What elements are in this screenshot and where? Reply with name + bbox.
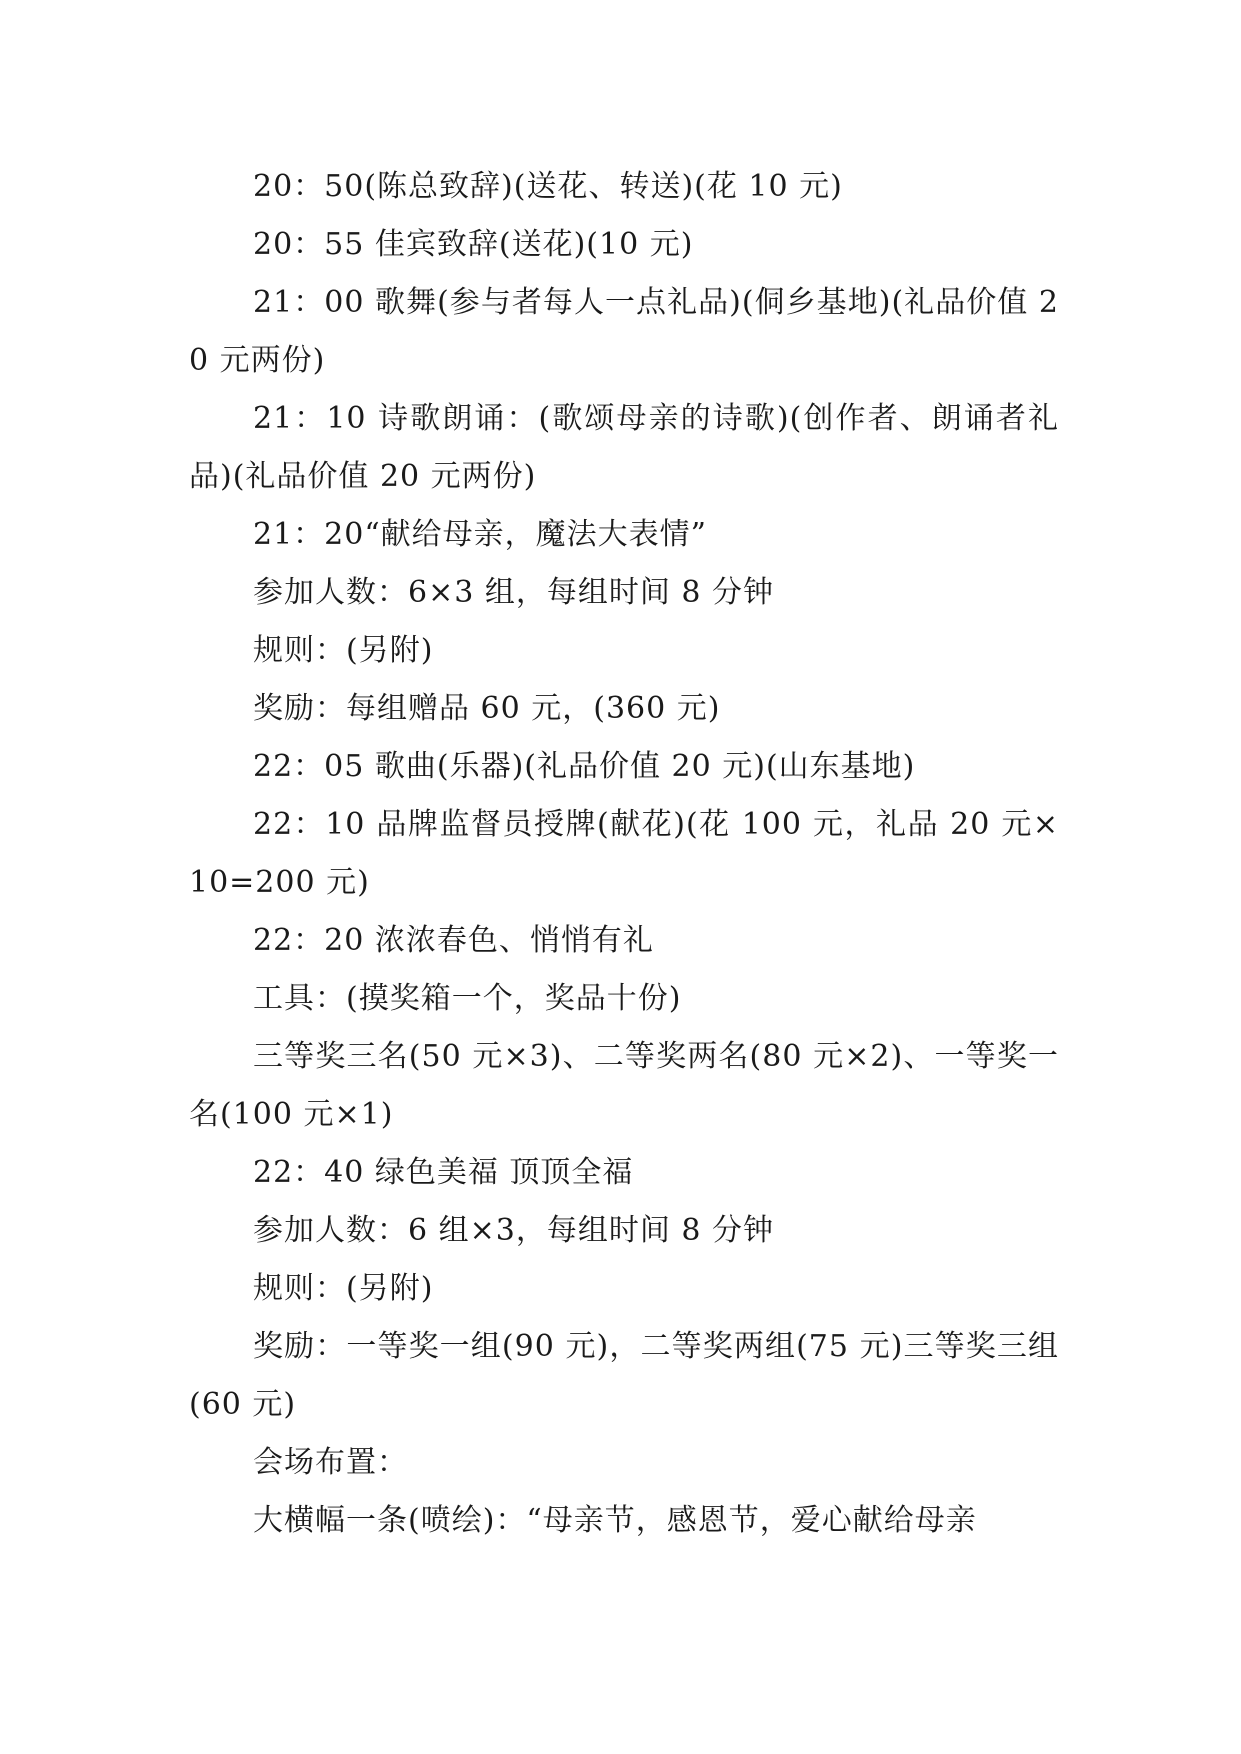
paragraph-banner: 大横幅一条(喷绘)：“母亲节，感恩节，爱心献给母亲 (253, 1503, 977, 1538)
paragraph-song-instrument: 22：05 歌曲(乐器)(礼品价值 20 元)(山东基地) (253, 749, 916, 784)
paragraph-poetry-recital: 21：10 诗歌朗诵：(歌颂母亲的诗歌)(创作者、朗诵者礼品)(礼品价值 20 元两份) (189, 401, 1059, 494)
paragraph-guest-speech: 20：55 佳宾致辞(送花)(10 元) (253, 227, 694, 262)
paragraph-participants-1: 参加人数：6×3 组，每组时间 8 分钟 (253, 575, 775, 610)
paragraph-participants-2: 参加人数：6 组×3，每组时间 8 分钟 (253, 1213, 775, 1248)
paragraph-prize-tiers: 三等奖三名(50 元×3)、二等奖两名(80 元×2)、一等奖一名(100 元×1) (189, 1039, 1059, 1132)
document-body (189, 158, 1059, 1550)
paragraph-rewards-2: 奖励：一等奖一组(90 元)，二等奖两组(75 元)三等奖三组(60 元) (189, 1329, 1059, 1422)
paragraph-venue-setup: 会场布置： (253, 1445, 408, 1480)
paragraph-magic-expression-title: 21：20“献给母亲，魔法大表情” (253, 517, 708, 552)
paragraph-rules-1: 规则：(另附) (253, 633, 434, 668)
paragraph-tools: 工具：(摸奖箱一个，奖品十份) (253, 981, 682, 1016)
paragraph-brand-supervisor: 22：10 品牌监督员授牌(献花)(花 100 元，礼品 20 元×10=200 元) (189, 807, 1059, 900)
paragraph-song-dance: 21：00 歌舞(参与者每人一点礼品)(侗乡基地)(礼品价值 20 元两份) (189, 285, 1059, 378)
paragraph-speech-chen: 20：50(陈总致辞)(送花、转送)(花 10 元) (253, 169, 843, 204)
paragraph-green-fortune-title: 22：40 绿色美福 顶顶全福 (253, 1155, 634, 1190)
paragraph-rewards-1: 奖励：每组赠品 60 元，(360 元) (253, 691, 721, 726)
paragraph-spring-gift-title: 22：20 浓浓春色、悄悄有礼 (253, 923, 654, 958)
paragraph-rules-2: 规则：(另附) (253, 1271, 434, 1306)
